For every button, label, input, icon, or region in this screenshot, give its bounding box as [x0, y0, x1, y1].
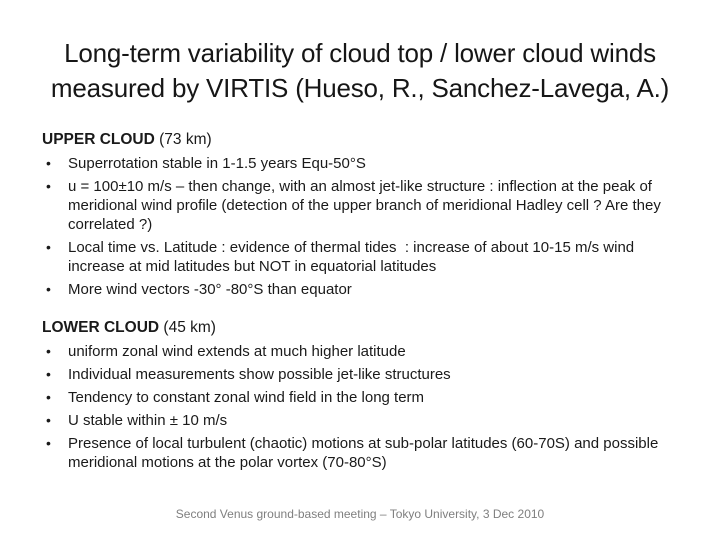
- bullet-item: • uniform zonal wind extends at much higher latitude: [42, 342, 680, 361]
- bullet-item: • More wind vectors -30° -80°S than equator: [42, 280, 680, 299]
- section-lower-cloud: [42, 318, 680, 472]
- section-heading-suffix: (45 km): [159, 319, 216, 336]
- section-heading-bold: UPPER CLOUD: [42, 131, 155, 148]
- section-upper-cloud: [42, 130, 680, 299]
- section-heading-suffix: (73 km): [154, 131, 212, 148]
- section-heading-bold: LOWER CLOUD: [42, 319, 160, 336]
- section-heading-upper-cloud: [42, 130, 680, 150]
- bullet-item: • Individual measurements show possible jet-like structures: [42, 365, 680, 384]
- section-heading-lower-cloud: [42, 318, 680, 338]
- bullet-item: • Tendency to constant zonal wind field in the long term: [42, 388, 680, 407]
- slide-footer: Second Venus ground-based meeting – Tokyo University, 3 Dec 2010: [175, 507, 545, 521]
- bullet-item: • Presence of local turbulent (chaotic) motions at sub-polar latitudes (60-70S) and possible meridional motions at the polar vortex (70-80°S): [42, 434, 680, 472]
- slide-title-line2: measured by VIRTIS (Hueso, R., Sanchez-Lavega, A.): [50, 73, 670, 103]
- bullet-list-lower-cloud: [42, 342, 680, 472]
- bullet-item: • u = 100±10 m/s – then change, with an almost jet-like structure : inflection at the peak of meridional wind profile (detection of the upper branch of meridional Hadley cell ? Are they correlated ?): [42, 177, 680, 234]
- slide-title: [24, 36, 696, 106]
- bullet-list-upper-cloud: [42, 154, 680, 299]
- slide-title-line1: Long-term variability of cloud top / lower cloud winds: [64, 38, 656, 68]
- bullet-item: • Local time vs. Latitude : evidence of thermal tides : increase of about 10-15 m/s wind increase at mid latitudes but NOT in equatorial latitudes: [42, 238, 680, 276]
- slide-body: [42, 130, 680, 472]
- bullet-item: • Superrotation stable in 1-1.5 years Equ-50°S: [42, 154, 680, 173]
- bullet-item: • U stable within ± 10 m/s: [42, 411, 680, 430]
